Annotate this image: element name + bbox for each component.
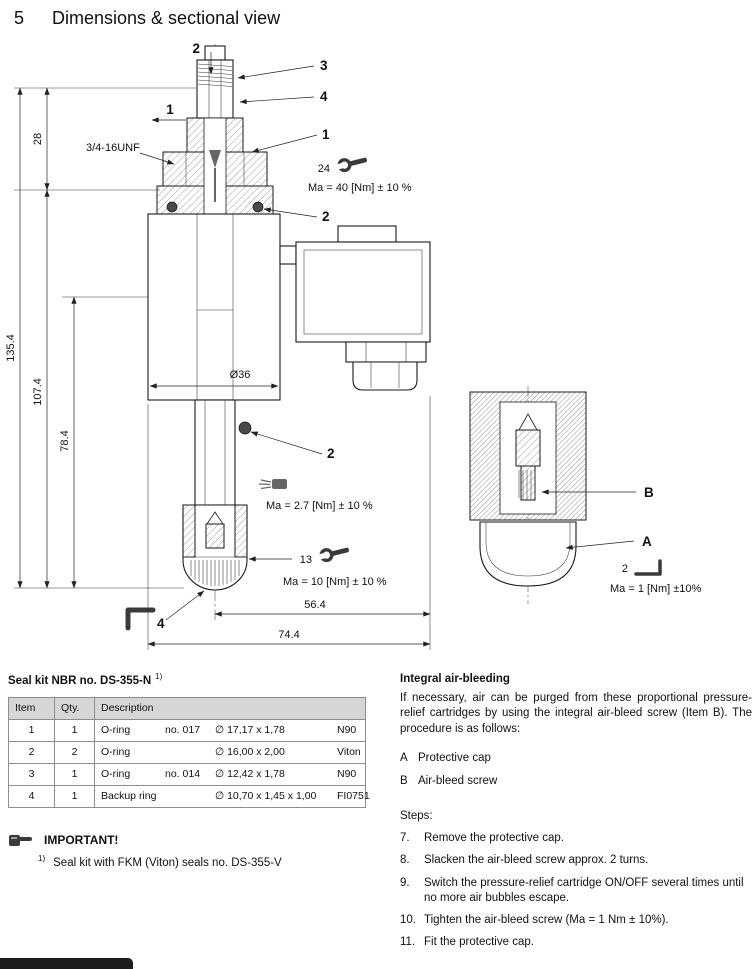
dim-28: 28	[32, 132, 44, 146]
torque-40: Ma = 40 [Nm] ± 10 %	[308, 182, 412, 194]
o-ring	[167, 202, 177, 212]
air-bleeding-section	[400, 672, 752, 950]
air-bleeding-intro: If necessary, air can be purged from these proportional pressure-relief cartridges by using the integral air-bleed screw (Item B). The procedure is as follows:	[400, 692, 752, 735]
valve-body	[148, 214, 280, 400]
legend	[400, 751, 752, 789]
thread-label: 3/4-16UNF	[86, 142, 140, 154]
dim-107: 107.4	[32, 378, 44, 406]
seal-kit-table	[8, 697, 370, 808]
o-ring	[253, 202, 263, 212]
important-label: IMPORTANT!	[44, 832, 119, 847]
torque-10: Ma = 10 [Nm] ± 10 %	[283, 576, 387, 588]
air-bleed-screw	[516, 430, 540, 466]
lower-stem	[195, 400, 235, 505]
page-title: Dimensions & sectional view	[52, 8, 281, 28]
seal-kit-title: Seal kit NBR no. DS-355-N $^{1)}$	[8, 672, 163, 687]
diameter-label: Ø36	[229, 369, 251, 381]
seal-kit-footnote: $^{1)}$ Seal kit with FKM (Viton) seals no. DS-355-V	[38, 853, 282, 869]
wrench-size-13: 13	[299, 554, 312, 566]
dim-56: 56.4	[304, 599, 326, 611]
footnote-ref: 1)	[155, 672, 163, 681]
important-note	[8, 832, 376, 848]
main-sectional-view	[128, 44, 430, 628]
col-qty: Qty.	[55, 697, 95, 719]
col-item: Item	[9, 697, 55, 719]
callout-2b: 2	[327, 446, 335, 461]
allen-key-icon	[636, 561, 660, 574]
step-item: 7. Remove the protective cap.	[400, 832, 564, 845]
section-number: 5	[14, 8, 25, 28]
footer-bar	[0, 958, 133, 969]
step-item: 9. Switch the pressure-relief cartridge ON/OFF several times until no more air bubbles escape.	[400, 876, 744, 904]
legend-item: B Air-bleed screw	[400, 774, 498, 787]
steps-list	[400, 831, 752, 950]
dim-74: 74.4	[278, 629, 300, 641]
dim-135: 135.4	[5, 334, 17, 362]
callout-1: 1	[322, 127, 330, 142]
seal-kit-section	[8, 672, 376, 869]
callout-3: 3	[320, 58, 328, 73]
torque-1: Ma = 1 [Nm] ±10%	[610, 583, 702, 595]
table-row: 1 1 O-ring no. 017 ∅ 17,17 x 1,78 N90	[9, 719, 366, 741]
air-bleeding-title: Integral air-bleeding	[400, 673, 510, 685]
steps-label: Steps:	[400, 810, 433, 823]
torque-27: Ma = 2.7 [Nm] ± 10 %	[266, 500, 373, 512]
table-header-row	[9, 697, 366, 719]
legend-item: A Protective cap	[400, 751, 491, 764]
step-item: 8. Slacken the air-bleed screw approx. 2 turns.	[400, 854, 649, 867]
o-ring	[239, 422, 251, 434]
label-b: B	[644, 485, 654, 500]
connector-housing	[280, 226, 430, 390]
allen-key-icon	[128, 610, 153, 628]
label-a: A	[642, 534, 652, 549]
pointing-hand-icon	[8, 832, 34, 848]
callout-2-top: 2	[192, 41, 200, 56]
callout-1-arrow: 1	[166, 102, 174, 117]
callout-2a: 2	[322, 209, 330, 224]
callout-4b: 4	[157, 616, 165, 631]
wrench-icon	[334, 153, 369, 174]
table-row: 4 1 Backup ring ∅ 10,70 x 1,45 x 1,00 FI0751	[9, 785, 366, 807]
table-row: 2 2 O-ring ∅ 16,00 x 2,00 Viton	[9, 741, 366, 763]
detail-view-air-bleed	[470, 386, 702, 604]
hex-socket-icon	[259, 479, 287, 489]
callout-4: 4	[320, 89, 328, 104]
protective-cap	[480, 522, 576, 586]
knurled-cap	[183, 505, 247, 590]
wrench-icon	[316, 543, 351, 564]
wrench-size-24: 24	[317, 163, 330, 175]
dim-78: 78.4	[59, 430, 71, 452]
allen-size-2: 2	[621, 563, 628, 575]
col-description: Description	[95, 697, 366, 719]
step-item: 10. Tighten the air-bleed screw (Ma = 1 Nm ± 10%).	[400, 913, 669, 926]
step-item: 11. Fit the protective cap.	[400, 936, 534, 949]
table-row: 3 1 O-ring no. 014 ∅ 12,42 x 1,78 N90	[9, 763, 366, 785]
